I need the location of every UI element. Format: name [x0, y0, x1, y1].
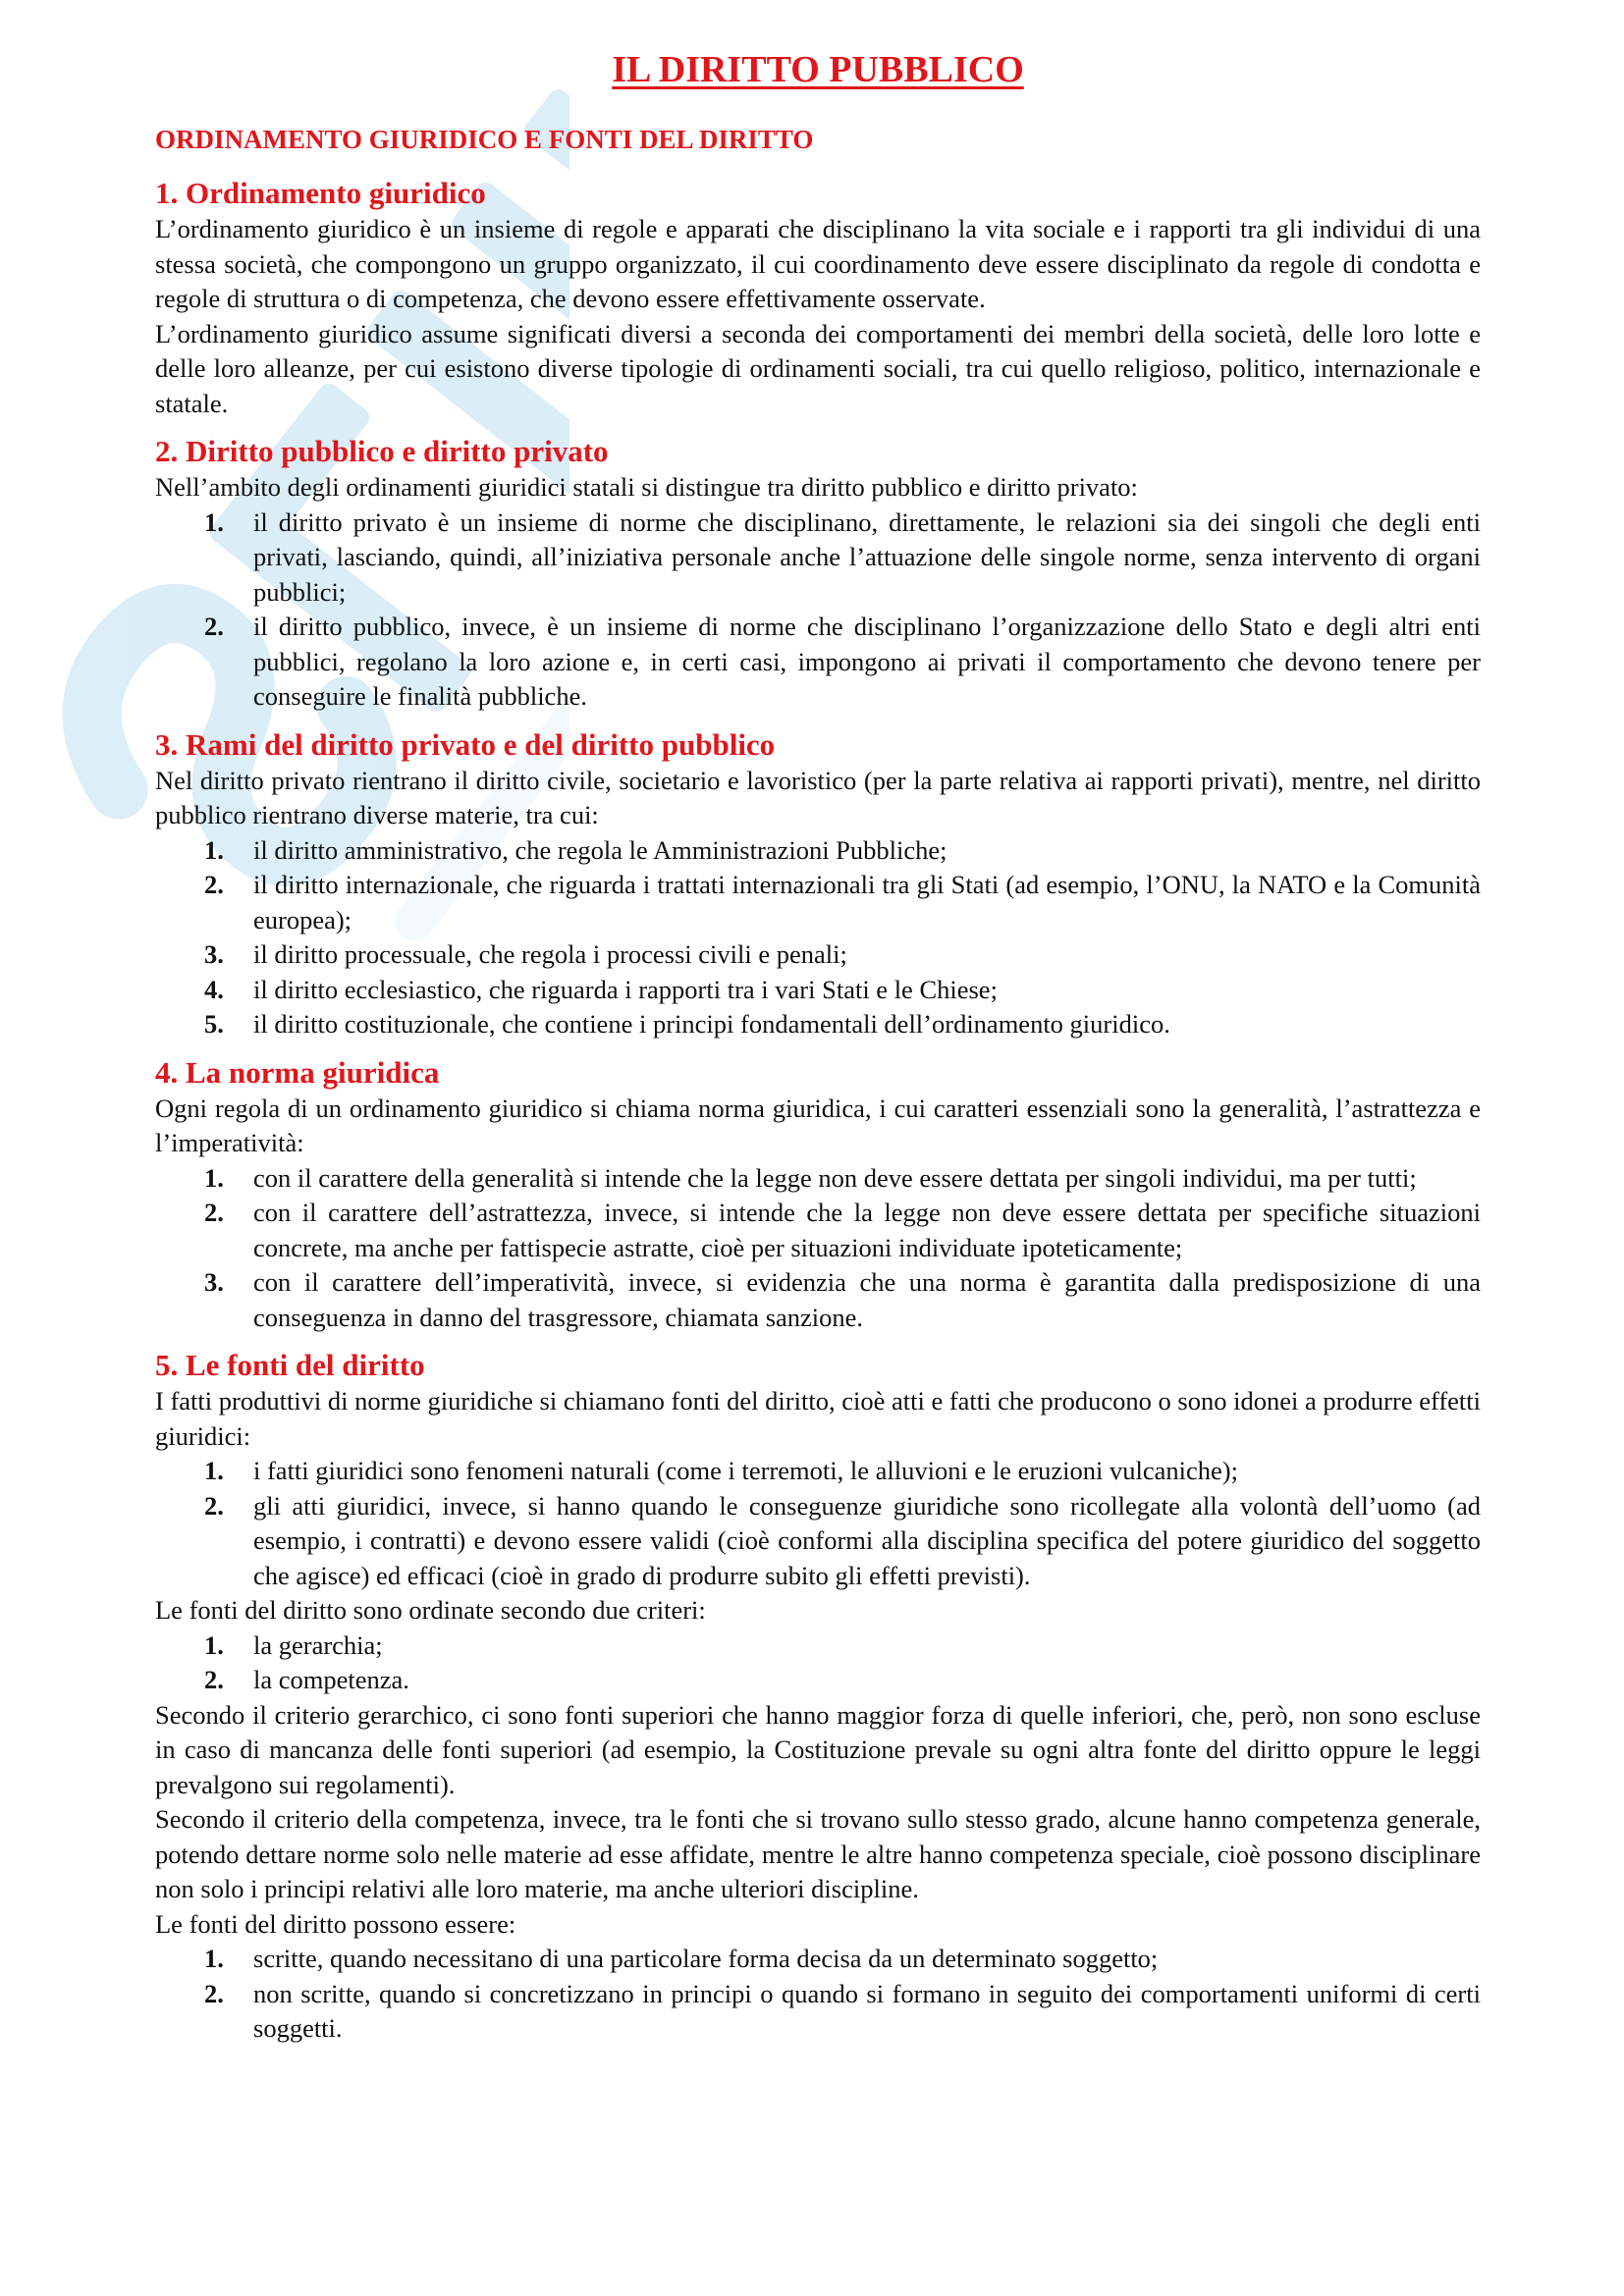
- list-number: 2.: [204, 1490, 224, 1521]
- list-item-text: gli atti giuridici, invece, si hanno quando le conseguenze giuridiche sono ricollegate alla volontà dell’uomo (ad esempio, i contratti) e devono essere validi (cioè conformi alla disciplina specifica del potere giuridico del soggetto che agisce) ed efficaci (cioè in grado di produrre subito gli effetti previsti).: [253, 1490, 1481, 1590]
- list-item: [155, 1161, 1481, 1197]
- paragraph-criterio-gerarchico: Secondo il criterio gerarchico, ci sono fonti superiori che hanno maggior forza di quelle inferiori, che, però, non sono escluse in caso di mancanza delle fonti superiori (ad esempio, la Costituzione prevale su ogni altra fonte del diritto oppure le leggi prevalgono sui regolamenti).: [155, 1699, 1481, 1799]
- list-number: 1.: [204, 1456, 224, 1485]
- list-item: [155, 937, 1481, 973]
- section-5-intro: I fatti produttivi di norme giuridiche si chiamano fonti del diritto, cioè atti e fatti che producono o sono idonei a produrre effetti giuridici:: [155, 1386, 1481, 1451]
- list-number: 2.: [204, 1198, 224, 1227]
- section-4-intro: Ogni regola di un ordinamento giuridico si chiama norma giuridica, i cui caratteri essenziali sono la generalità, l’astrattezza e l’imperatività:: [155, 1093, 1481, 1157]
- list-item-text: la gerarchia;: [253, 1629, 383, 1660]
- list-number: 4.: [204, 974, 224, 1004]
- document-page: [155, 47, 1481, 2047]
- list-item: [155, 868, 1481, 937]
- list-item-text: la competenza.: [253, 1665, 409, 1694]
- list-item-text: il diritto amministrativo, che regola le Amministrazioni Pubbliche;: [253, 834, 947, 865]
- list-number: 1.: [204, 834, 224, 865]
- list-item-text: non scritte, quando si concretizzano in principi o quando si formano in seguito dei comportamenti uniformi di certi soggetti.: [253, 1978, 1481, 2043]
- list-item: [155, 1942, 1481, 1977]
- section-heading-2: 2. Diritto pubblico e diritto privato: [155, 434, 609, 468]
- list-item-text: con il carattere della generalità si intende che la legge non deve essere dettata per singoli individui, ma per tutti;: [253, 1162, 1417, 1193]
- section-1-paragraph-2: L’ordinamento giuridico assume significati diversi a seconda dei comportamenti dei membri della società, delle loro lotte e delle loro alleanze, per cui esistono diverse tipologie di ordinamenti sociali, tra cui quello religioso, politico, internazionale e statale.: [155, 318, 1481, 418]
- list-number: 2.: [204, 1665, 224, 1694]
- list-item: [155, 833, 1481, 869]
- list-item: [155, 506, 1481, 611]
- list-number: 1.: [204, 1944, 224, 1973]
- list-item: [155, 1663, 1481, 1698]
- list-item: [155, 1007, 1481, 1042]
- section-heading-3: 3. Rami del diritto privato e del diritto pubblico: [155, 726, 776, 762]
- section-heading-4: 4. La norma giuridica: [155, 1054, 440, 1090]
- list-item-text: il diritto costituzionale, che contiene i principi fondamentali dell’ordinamento giuridico.: [253, 1009, 1170, 1039]
- section-5-list: [155, 1454, 1481, 1593]
- list-item: [155, 610, 1481, 715]
- document-subtitle: ORDINAMENTO GIURIDICO E FONTI DEL DIRITTO: [155, 125, 814, 154]
- list-item: [155, 1489, 1481, 1594]
- criteria-list: [155, 1629, 1481, 1698]
- types-list: [155, 1942, 1481, 2047]
- list-number: 2.: [204, 1978, 224, 2008]
- section-2-intro: Nell’ambito degli ordinamenti giuridici statali si distingue tra diritto pubblico e diritto privato:: [155, 472, 1138, 502]
- section-3-intro: Nel diritto privato rientrano il diritto civile, societario e lavoristico (per la parte relativa ai rapporti privati), mentre, nel diritto pubblico rientrano diverse materie, tra cui:: [155, 765, 1481, 829]
- list-number: 2.: [204, 870, 224, 899]
- list-number: 1.: [204, 507, 224, 537]
- list-number: 1.: [204, 1629, 224, 1660]
- list-number: 3.: [204, 1267, 224, 1297]
- list-item-text: il diritto privato è un insieme di norme che disciplinano, direttamente, le relazioni sia dei singoli che degli enti privati, lasciando, quindi, all’iniziativa personale anche l’attuazione delle singole norme, senza intervento di organi pubblici;: [253, 507, 1481, 607]
- list-item: [155, 1265, 1481, 1335]
- list-item-text: il diritto ecclesiastico, che riguarda i rapporti tra i vari Stati e le Chiese;: [253, 974, 998, 1004]
- list-item-text: il diritto internazionale, che riguarda i trattati internazionali tra gli Stati (ad esempio, l’ONU, la NATO e la Comunità europea);: [253, 870, 1481, 934]
- list-item: [155, 1977, 1481, 2047]
- criteria-intro: Le fonti del diritto sono ordinate secondo due criteri:: [155, 1595, 706, 1625]
- paragraph-criterio-competenza: Secondo il criterio della competenza, invece, tra le fonti che si trovano sullo stesso grado, alcune hanno competenza generale, potendo dettare norme solo nelle materie ad esse affidate, mentre le altre hanno competenza speciale, cioè possono disciplinare non solo i principi relativi alle loro materie, ma anche ulteriori discipline.: [155, 1804, 1481, 1903]
- list-item: [155, 1629, 1481, 1664]
- list-number: 2.: [204, 612, 224, 641]
- list-item-text: scritte, quando necessitano di una particolare forma decisa da un determinato soggetto;: [253, 1944, 1159, 1973]
- section-1-paragraph-1: L’ordinamento giuridico è un insieme di regole e apparati che disciplinano la vita sociale e i rapporti tra gli individui di una stessa società, che compongono un gruppo organizzato, il cui coordinamento deve essere disciplinato da regole di condotta e regole di struttura o di competenza, che devono essere effettivamente osservate.: [155, 214, 1481, 313]
- list-item: [155, 1454, 1481, 1489]
- list-number: 3.: [204, 939, 224, 969]
- list-item-text: il diritto pubblico, invece, è un insieme di norme che disciplinano l’organizzazione dello Stato e degli altri enti pubblici, regolano la loro azione e, in certi casi, impongono ai privati il comportamento che devono tenere per conseguire le finalità pubbliche.: [253, 612, 1481, 711]
- section-heading-1: 1. Ordinamento giuridico: [155, 176, 486, 210]
- section-heading-5: 5. Le fonti del diritto: [155, 1348, 425, 1382]
- section-4-list: [155, 1161, 1481, 1336]
- list-item-text: i fatti giuridici sono fenomeni naturali (come i terremoti, le alluvioni e le eruzioni vulcaniche);: [253, 1456, 1238, 1485]
- list-item: [155, 1196, 1481, 1265]
- list-item-text: con il carattere dell’astrattezza, invece, si intende che la legge non deve essere dettata per specifiche situazioni concrete, ma anche per fattispecie astratte, cioè per situazioni individuate ipoteticamente;: [253, 1198, 1481, 1262]
- section-2-list: [155, 506, 1481, 715]
- list-item: [155, 973, 1481, 1008]
- section-3-list: [155, 833, 1481, 1042]
- list-item-text: con il carattere dell’imperatività, invece, si evidenzia che una norma è garantita dalla predisposizione di una conseguenza in danno del trasgressore, chiamata sanzione.: [253, 1267, 1481, 1332]
- list-number: 1.: [204, 1162, 224, 1193]
- types-intro: Le fonti del diritto possono essere:: [155, 1908, 516, 1939]
- document-title: IL DIRITTO PUBBLICO: [612, 49, 1024, 90]
- list-item-text: il diritto processuale, che regola i processi civili e penali;: [253, 939, 847, 969]
- list-number: 5.: [204, 1009, 224, 1039]
